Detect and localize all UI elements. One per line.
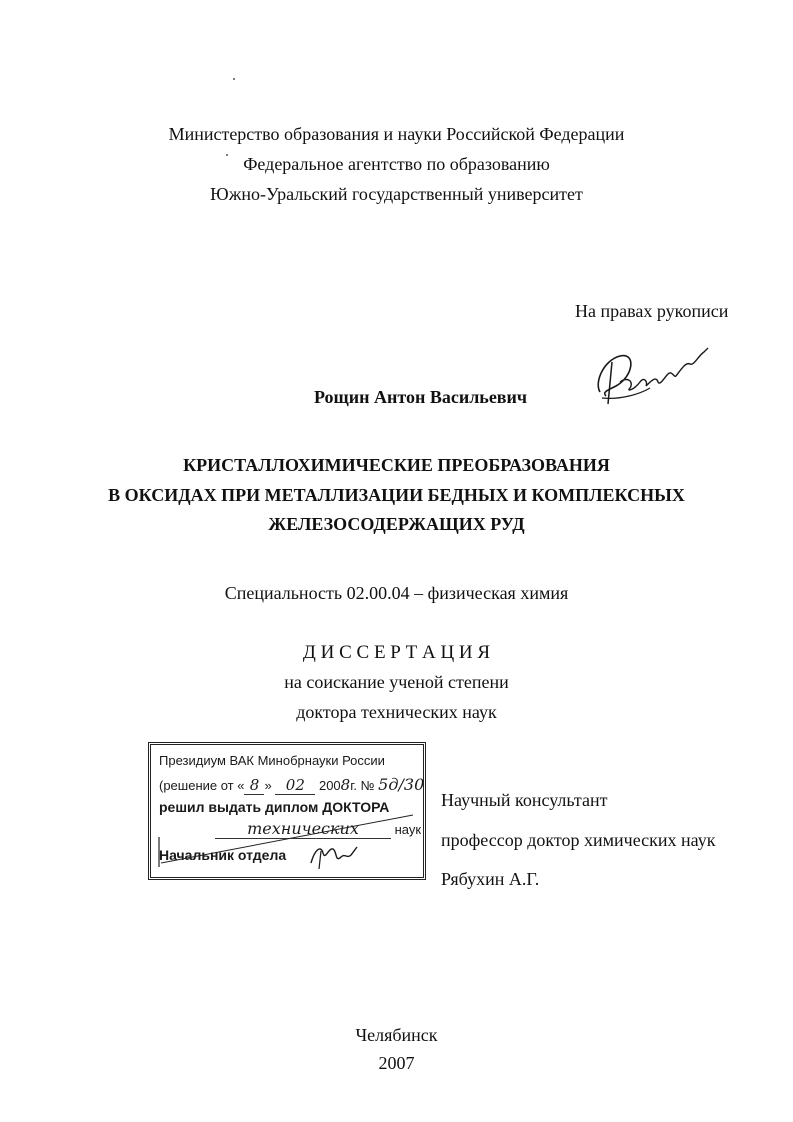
agency-line: Федеральное агентство по образованию	[243, 154, 550, 174]
stamp-year-prefix: 200	[318, 778, 341, 793]
stamp-award-line: решил выдать диплом ДОКТОРА	[159, 799, 390, 815]
city: Челябинск	[355, 1025, 438, 1045]
stamp-year-suffix: г. №	[350, 778, 375, 793]
stamp-number: 5д/30	[378, 775, 425, 794]
author-signature	[590, 342, 720, 412]
consultant-label: Научный консультант	[441, 790, 608, 810]
author-name: Рощин Антон Васильевич	[314, 387, 528, 407]
stamp-decision-prefix: (решение от «	[159, 778, 245, 793]
year: 2007	[378, 1053, 415, 1073]
stamp-cross-stroke	[151, 745, 423, 877]
title-line-1: КРИСТАЛЛОХИМИЧЕСКИЕ ПРЕОБРАЗОВАНИЯ	[183, 455, 610, 475]
degree-line-1: на соискание ученой степени	[284, 672, 509, 692]
stamp-month: 02	[275, 776, 315, 795]
stamp-year-digit: 8	[340, 776, 351, 794]
vak-stamp	[148, 742, 426, 880]
title-line-2: В ОКСИДАХ ПРИ МЕТАЛЛИЗАЦИИ БЕДНЫХ И КОМПЛЕКСНЫХ	[108, 485, 685, 505]
stamp-chief-label: Начальник отдела	[159, 847, 287, 863]
degree-line-2: доктора технических наук	[296, 702, 497, 722]
scan-speck	[226, 154, 228, 156]
university-line: Южно-Уральский государственный университет	[210, 184, 583, 204]
dissertation-heading: Д И С С Е Р Т А Ц И Я	[302, 642, 491, 663]
specialty: Специальность 02.00.04 – физическая химия	[224, 583, 569, 603]
consultant-title: профессор доктор химических наук	[441, 830, 716, 850]
ministry-line: Министерство образования и науки Российской Федерации	[168, 124, 625, 144]
rights-note: На правах рукописи	[575, 301, 729, 321]
scan-speck	[233, 78, 235, 80]
title-line-3: ЖЕЛЕЗОСОДЕРЖАЩИХ РУД	[268, 514, 525, 534]
consultant-name: Рябухин А.Г.	[441, 869, 540, 889]
stamp-field-suffix: наук	[394, 822, 422, 837]
stamp-presidium-line: Президиум ВАК Минобрнауки России	[159, 753, 385, 768]
stamp-field: технических	[215, 819, 391, 839]
stamp-month-sep: »	[264, 778, 272, 793]
stamp-day: 8	[244, 776, 264, 795]
